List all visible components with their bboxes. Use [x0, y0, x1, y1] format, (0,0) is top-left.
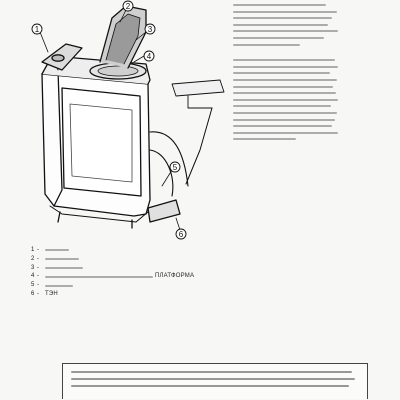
legend-text-placeholder — [45, 267, 83, 269]
text-line — [233, 59, 335, 61]
text-line — [233, 105, 331, 107]
note-box — [62, 363, 368, 399]
legend-text: ПЛАТФОРМА — [155, 273, 195, 280]
legend-item: 2 - — [31, 255, 231, 264]
right-text-column — [233, 4, 341, 145]
legend-text-placeholder — [45, 276, 153, 278]
text-line — [233, 138, 296, 140]
water-tap — [172, 80, 224, 96]
callout-number: 2 — [125, 1, 131, 11]
legend-number: 5 — [31, 282, 35, 289]
foot-left — [58, 212, 60, 222]
heater-element — [148, 200, 180, 222]
text-line — [233, 44, 300, 46]
legend-item: 5 - — [31, 281, 231, 290]
callout-number: 3 — [147, 24, 153, 34]
text-line — [233, 125, 332, 127]
legend-number: 2 — [31, 255, 35, 262]
legend-text-placeholder — [45, 258, 79, 260]
text-line — [233, 92, 336, 94]
text-line — [233, 30, 338, 32]
text-line — [233, 24, 328, 26]
text-line — [233, 99, 338, 101]
hose-drain — [150, 150, 173, 196]
legend-number: 3 — [31, 264, 35, 271]
legend-number: 4 — [31, 273, 35, 280]
text-line — [233, 37, 324, 39]
callout-number: 5 — [172, 162, 178, 172]
callout-number: 4 — [146, 51, 152, 61]
legend-item: 3 - — [31, 264, 231, 273]
legend-text-placeholder — [45, 249, 69, 251]
paragraph — [233, 4, 341, 46]
text-line — [233, 11, 337, 13]
callout-leader-6 — [176, 218, 180, 230]
text-line — [233, 66, 338, 68]
callout-leader-4 — [134, 56, 144, 62]
water-tap-connector — [188, 96, 212, 108]
text-line — [71, 385, 349, 387]
legend-item: 1 - — [31, 246, 231, 255]
text-line — [233, 4, 326, 6]
text-line — [233, 112, 337, 114]
legend-item: 4 - ПЛАТФОРМА — [31, 273, 195, 280]
text-line — [71, 371, 352, 373]
text-line — [233, 86, 333, 88]
text-line — [71, 378, 355, 380]
legend-item: 6 - ТЭН — [31, 290, 58, 297]
drum-opening-inner — [98, 66, 138, 76]
tap-hose-link — [186, 108, 212, 184]
text-line — [233, 17, 332, 19]
text-line — [233, 79, 337, 81]
callout-leader-1 — [40, 32, 48, 52]
control-knob — [52, 55, 64, 61]
callout-leader-5 — [162, 170, 172, 186]
legend-number: 6 — [31, 290, 35, 297]
parts-legend — [31, 246, 231, 299]
callout-number: 1 — [34, 24, 40, 34]
text-line — [233, 72, 330, 74]
text-line — [233, 132, 338, 134]
paragraph — [233, 59, 341, 140]
callout-number: 6 — [178, 229, 184, 239]
text-line — [233, 119, 335, 121]
legend-text-placeholder — [45, 285, 73, 287]
legend-text: ТЭН — [45, 290, 58, 297]
legend-number: 1 — [31, 247, 35, 253]
hose-inlet — [150, 132, 188, 186]
